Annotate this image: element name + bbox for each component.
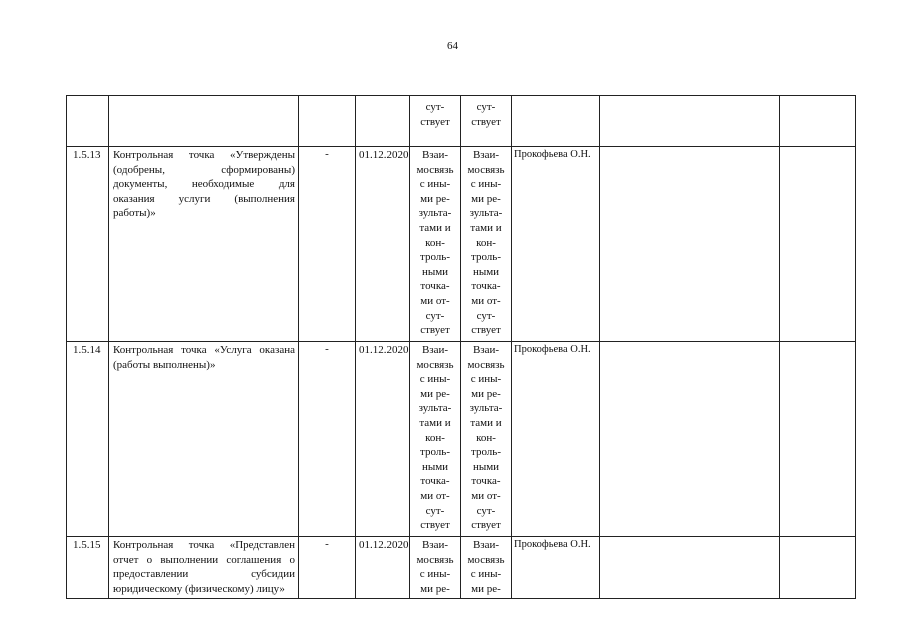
dep-line: троль- — [471, 446, 501, 459]
cell-dash — [299, 96, 356, 147]
cell-extra-1 — [600, 342, 780, 537]
dep-line: тами и — [470, 221, 502, 234]
cell-extra-2 — [780, 147, 856, 342]
dep-line: сут- — [425, 309, 445, 322]
dep-line: троль- — [471, 251, 501, 264]
cell-extra-2 — [780, 96, 856, 147]
cell-name: Контрольная точка «Представлен отчет о выполнении соглашения о предоставлении субсидии юридическому (физическому) лицу» — [109, 537, 299, 599]
dep-line: ми ре- — [420, 582, 450, 595]
dep-line: с ины- — [419, 568, 451, 581]
cell-dependency-2 — [461, 537, 512, 599]
dep-line: зульта- — [469, 207, 503, 220]
dep-line: Взаи- — [421, 344, 449, 356]
dep-line: сут- — [476, 504, 496, 517]
cell-name: Контрольная точка «Утверждены (одобрены, сформированы) документы, необходимые для оказания услуги (выполнения работы)» — [109, 147, 299, 342]
cell-name: Контрольная точка «Услуга оказана (работы выполнены)» — [109, 342, 299, 537]
cell-date: 01.12.2020 — [356, 147, 410, 342]
dep-line: кон- — [476, 431, 496, 444]
table-row — [67, 537, 856, 599]
dep-line: ствует — [420, 519, 450, 532]
cell-dash: - — [299, 342, 356, 537]
dep-line: ствует — [420, 115, 450, 128]
dep-line: ми ре- — [420, 192, 450, 205]
cell-num: 1.5.13 — [67, 147, 109, 342]
dep-line: ми от- — [420, 294, 450, 307]
dep-line: Взаи- — [472, 539, 500, 551]
dep-line: мосвязь — [416, 358, 454, 371]
dep-line: ми от- — [420, 489, 450, 502]
cell-extra-1 — [600, 96, 780, 147]
cell-name — [109, 96, 299, 147]
dep-line: мосвязь — [416, 553, 454, 566]
dep-line: троль- — [420, 446, 450, 459]
dep-line: ми ре- — [471, 387, 501, 400]
dep-line: Взаи- — [421, 149, 449, 161]
dep-line: кон- — [476, 236, 496, 249]
table-row-continued — [67, 96, 856, 147]
dep-line: точка- — [420, 280, 450, 293]
cell-date: 01.12.2020 — [356, 342, 410, 537]
cell-num: 1.5.14 — [67, 342, 109, 537]
cell-extra-2 — [780, 342, 856, 537]
dep-line: ными — [421, 265, 449, 278]
table-row — [67, 147, 856, 342]
table-row — [67, 342, 856, 537]
dep-line: зульта- — [418, 402, 452, 415]
cell-dash: - — [299, 147, 356, 342]
dep-line: мосвязь — [467, 553, 505, 566]
dep-line: с ины- — [470, 373, 502, 386]
dep-line: мосвязь — [467, 358, 505, 371]
dep-line: сут- — [476, 101, 496, 113]
dep-line: Взаи- — [421, 539, 449, 551]
dep-line: ми ре- — [420, 387, 450, 400]
page-number: 64 — [447, 40, 458, 52]
cell-dependency-1 — [410, 537, 461, 599]
cell-extra-2 — [780, 537, 856, 599]
dep-line: тами и — [419, 221, 451, 234]
dep-line: троль- — [420, 251, 450, 264]
cell-dependency-1 — [410, 147, 461, 342]
dep-line: ными — [421, 460, 449, 473]
dep-line: ными — [472, 265, 500, 278]
dep-line: сут- — [425, 101, 445, 113]
dep-line: зульта- — [469, 402, 503, 415]
dep-line: тами и — [419, 416, 451, 429]
cell-dash: - — [299, 537, 356, 599]
dep-line: точка- — [471, 475, 501, 488]
dep-line: с ины- — [419, 178, 451, 191]
dep-line: точка- — [420, 475, 450, 488]
dep-line: ми от- — [471, 489, 501, 502]
cell-extra-1 — [600, 147, 780, 342]
cell-dependency-2 — [461, 147, 512, 342]
cell-extra-1 — [600, 537, 780, 599]
cell-responsible: Прокофьева О.Н. — [512, 537, 600, 599]
dep-line: Взаи- — [472, 344, 500, 356]
cell-dependency-2 — [461, 96, 512, 147]
cell-responsible: Прокофьева О.Н. — [512, 342, 600, 537]
dep-line: с ины- — [470, 568, 502, 581]
cell-responsible: Прокофьева О.Н. — [512, 147, 600, 342]
dep-line: ми от- — [471, 294, 501, 307]
dep-line: с ины- — [419, 373, 451, 386]
dep-line: тами и — [470, 416, 502, 429]
dep-line: мосвязь — [416, 163, 454, 176]
cell-responsible — [512, 96, 600, 147]
dep-line: зульта- — [418, 207, 452, 220]
cell-dependency-2 — [461, 342, 512, 537]
dep-line: точка- — [471, 280, 501, 293]
dep-line: ми ре- — [471, 192, 501, 205]
dep-line: ствует — [420, 324, 450, 337]
dep-line: кон- — [425, 236, 445, 249]
dep-line: ствует — [471, 519, 501, 532]
dep-line: Взаи- — [472, 149, 500, 161]
cell-dependency-1 — [410, 96, 461, 147]
cell-num: 1.5.15 — [67, 537, 109, 599]
cell-num — [67, 96, 109, 147]
dep-line: ми ре- — [471, 582, 501, 595]
dep-line: ствует — [471, 324, 501, 337]
cell-dependency-1 — [410, 342, 461, 537]
dep-line: с ины- — [470, 178, 502, 191]
dep-line: ствует — [471, 115, 501, 128]
cell-date: 01.12.2020 — [356, 537, 410, 599]
dep-line: сут- — [425, 504, 445, 517]
dep-line: кон- — [425, 431, 445, 444]
dep-line: мосвязь — [467, 163, 505, 176]
dep-line: сут- — [476, 309, 496, 322]
control-points-table — [66, 95, 856, 599]
cell-date — [356, 96, 410, 147]
dep-line: ными — [472, 460, 500, 473]
